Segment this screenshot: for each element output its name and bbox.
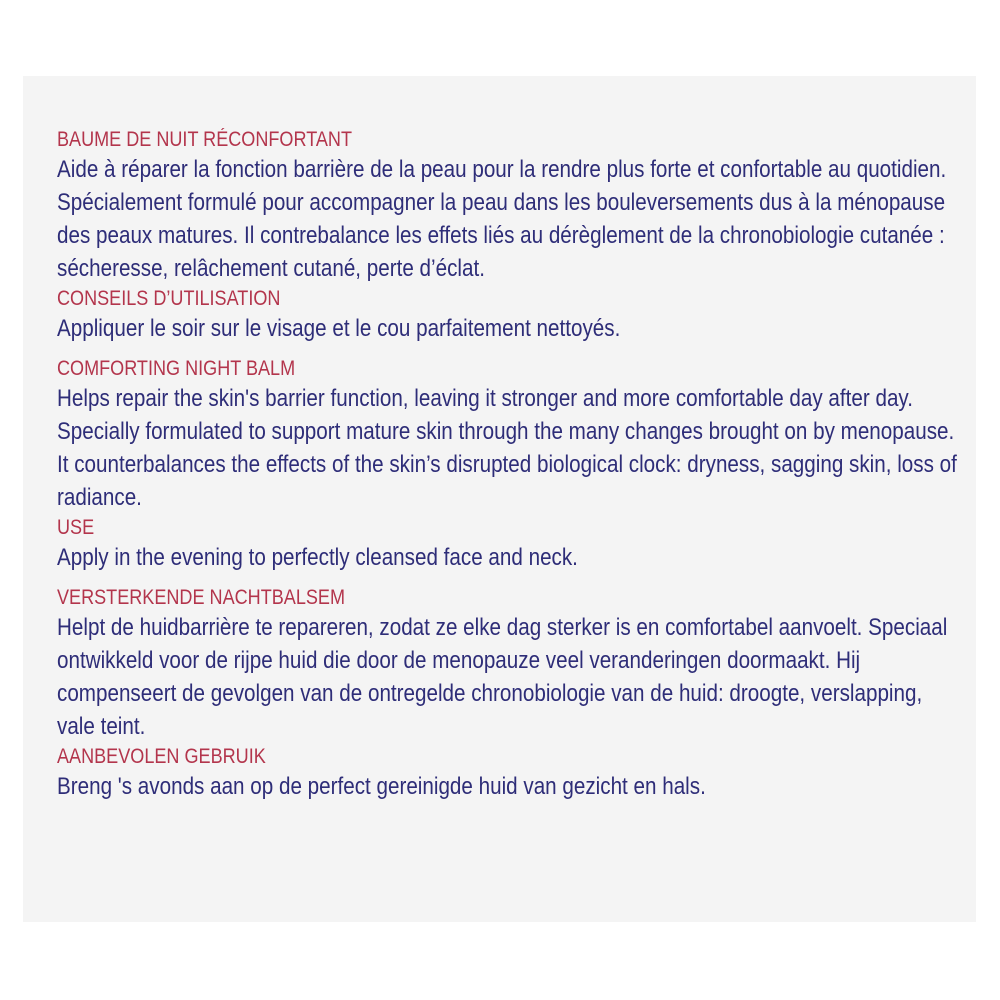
usage-title: CONSEILS D’UTILISATION	[57, 287, 281, 310]
usage-title: AANBEVOLEN GEBRUIK	[57, 745, 266, 768]
section-english	[57, 355, 957, 574]
usage-body: Apply in the evening to perfectly cleansed face and neck.	[57, 544, 578, 571]
section-body: Helps repair the skin's barrier function, leaving it stronger and more comfortable day after day. Specially formulated to support mature skin through the many changes brought on by menopause. It counterbalances the effects of the skin’s disrupted biological clock: dryness, sagging skin, loss of radiance.	[57, 385, 957, 511]
section-body: Aide à réparer la fonction barrière de la peau pour la rendre plus forte et confortable au quotidien. Spécialement formulé pour accompagner la peau dans les bouleversements dus à la ménopause des peaux matures. Il contrebalance les effets liés au dérèglement de la chronobiologie cutanée : sécheresse, relâchement cutané, perte d’éclat.	[57, 156, 947, 282]
section-french	[57, 126, 947, 345]
section-body: Helpt de huidbarrière te repareren, zodat ze elke dag sterker is en comfortabel aanvoelt. Speciaal ontwikkeld voor de rijpe huid die door de menopauze veel veranderingen doormaakt. Hij compenseert de gevolgen van de ontregelde chronobiologie van de huid: droogte, verslapping, vale teint.	[57, 614, 948, 740]
divider-space	[57, 345, 831, 355]
usage-body: Breng 's avonds aan op de perfect gereinigde huid van gezicht en hals.	[57, 773, 706, 800]
usage-title: USE	[57, 516, 95, 539]
section-title: VERSTERKENDE NACHTBALSEM	[57, 586, 346, 609]
usage-body: Appliquer le soir sur le visage et le cou parfaitement nettoyés.	[57, 315, 621, 342]
divider-space	[57, 574, 831, 584]
product-description	[57, 126, 957, 803]
section-title: COMFORTING NIGHT BALM	[57, 357, 296, 380]
section-title: BAUME DE NUIT RÉCONFORTANT	[57, 128, 353, 151]
section-dutch	[57, 584, 948, 803]
